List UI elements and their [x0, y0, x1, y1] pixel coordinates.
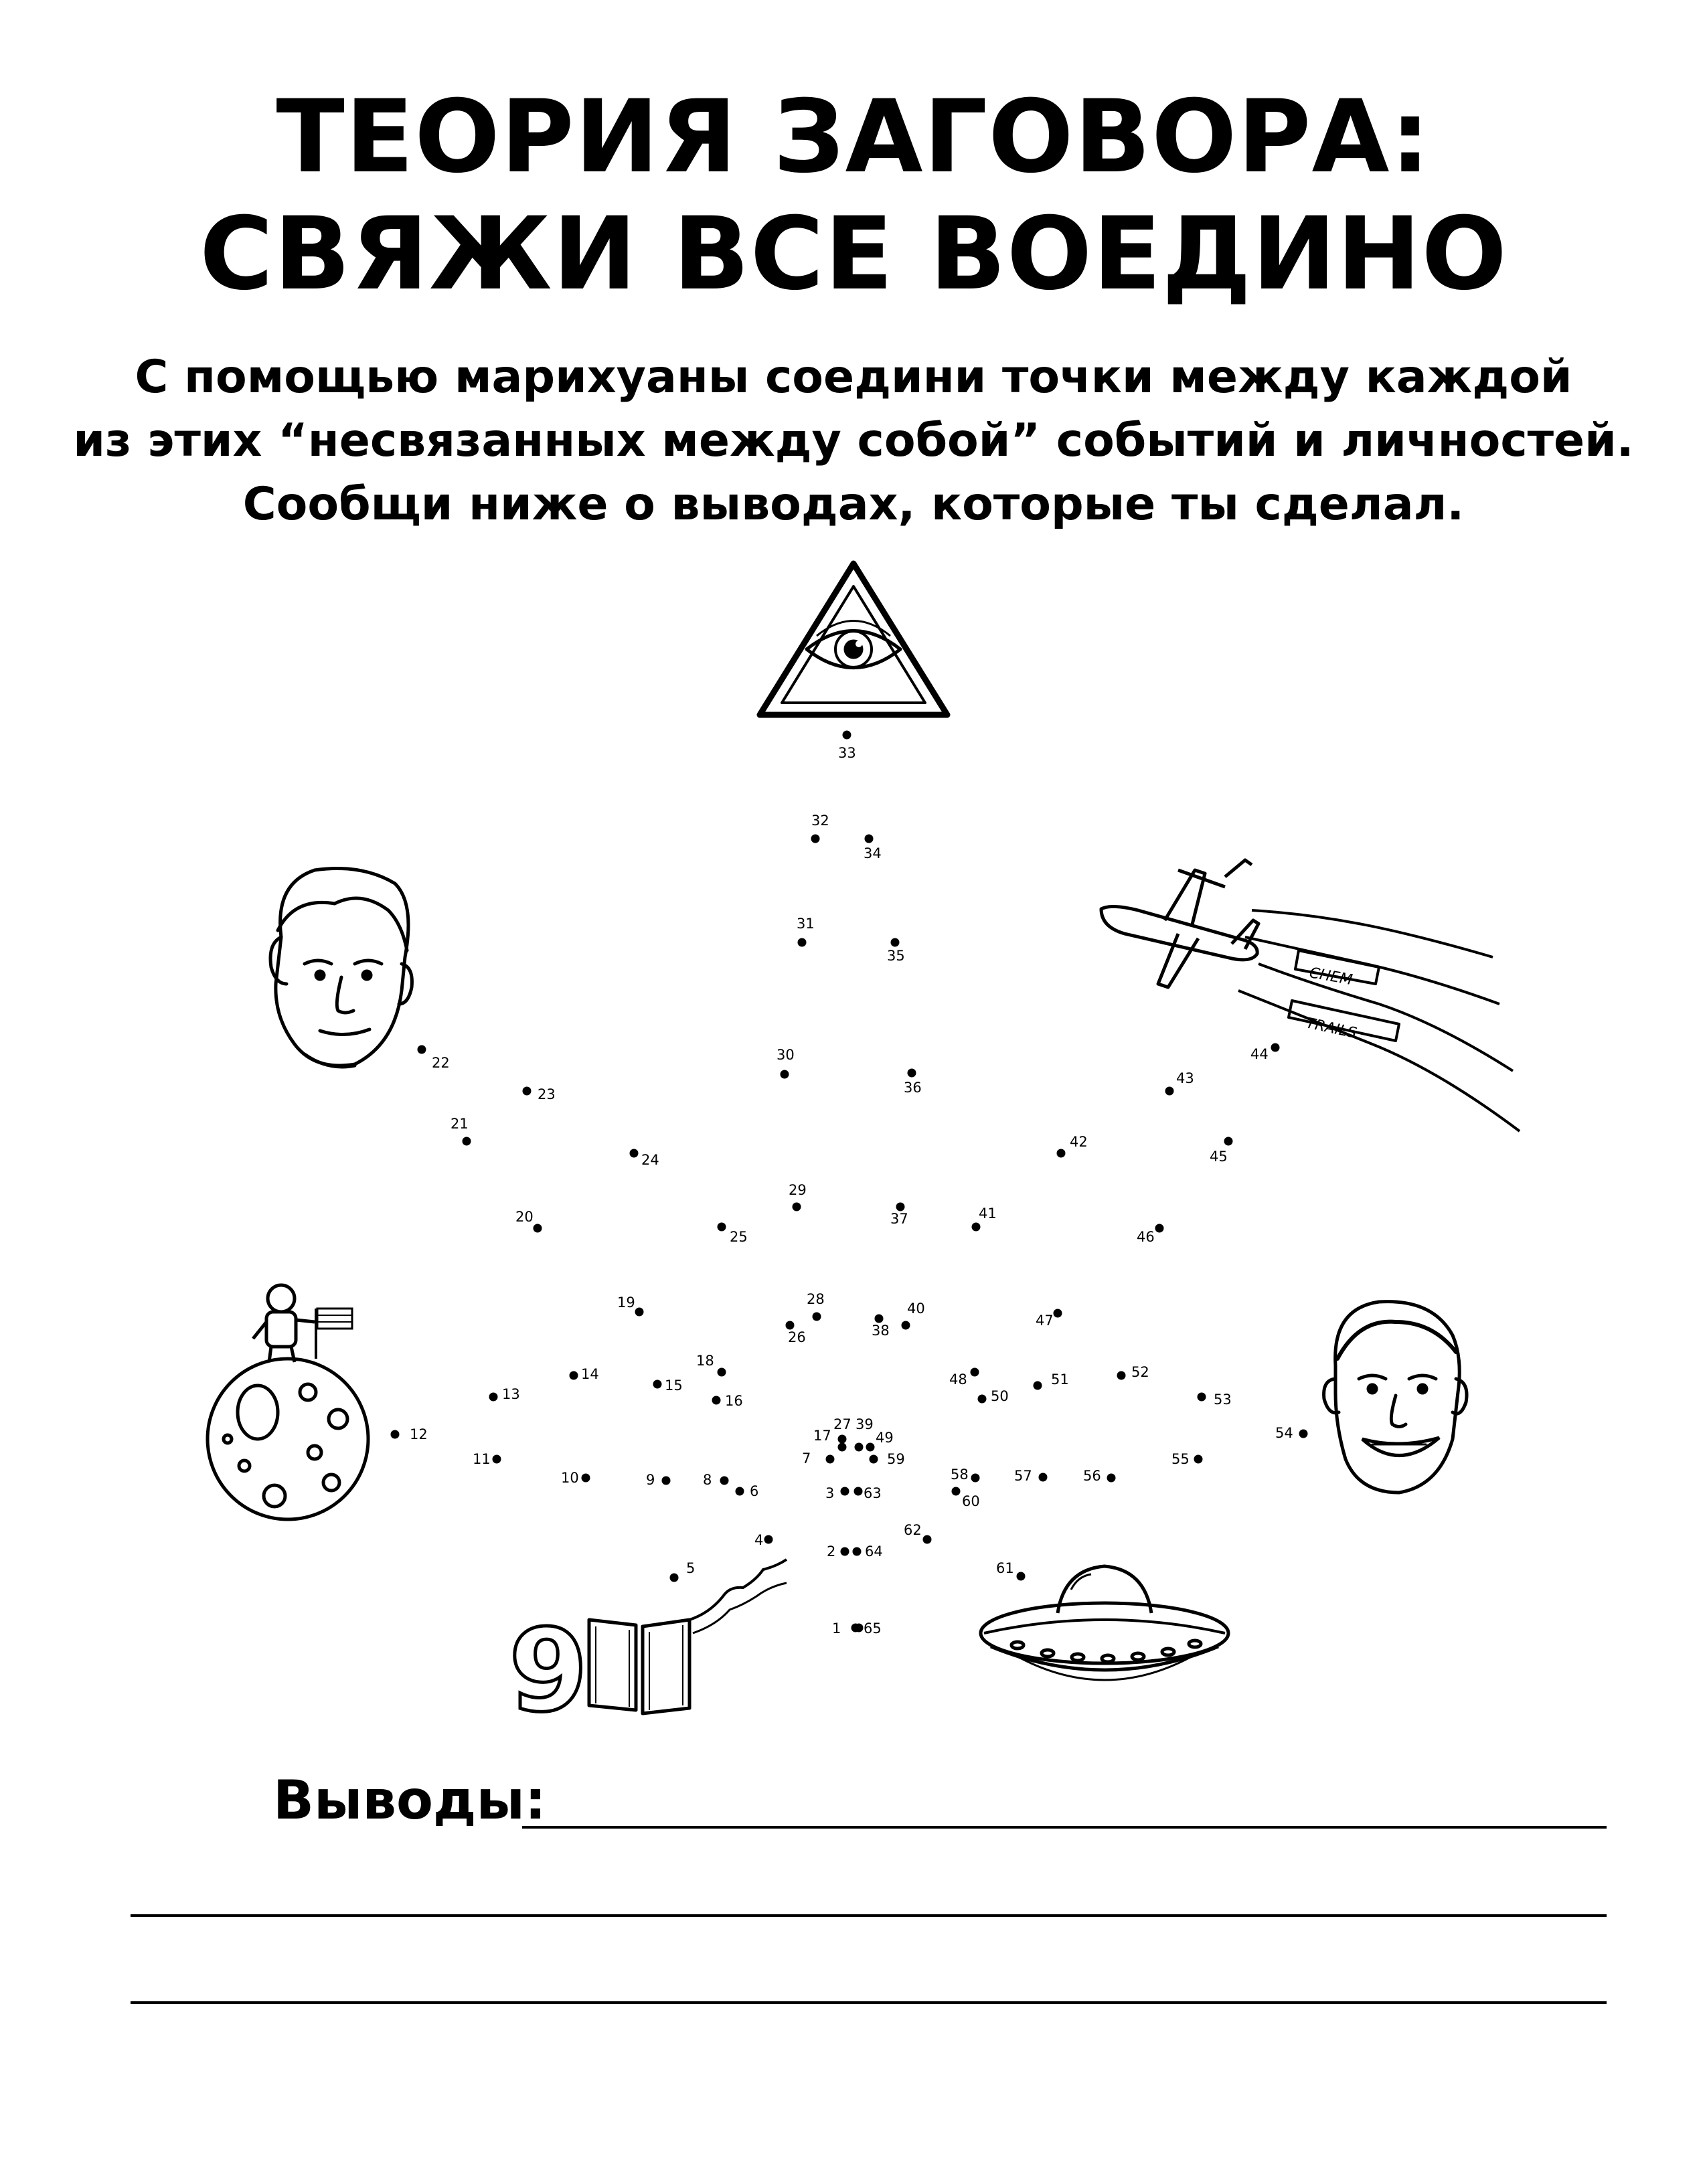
dot-14 [570, 1371, 578, 1380]
dot-41 [972, 1223, 981, 1232]
dot-label-12: 12 [410, 1426, 428, 1442]
dot-label-28: 28 [807, 1291, 825, 1307]
jfk-face-icon [270, 869, 412, 1067]
dot-label-8: 8 [703, 1472, 712, 1488]
dot-49 [866, 1443, 875, 1452]
dot-47 [1054, 1309, 1062, 1318]
dot-51 [1034, 1381, 1042, 1390]
dot-27 [838, 1435, 847, 1444]
dot-61 [1017, 1572, 1026, 1581]
dot-21 [463, 1137, 471, 1146]
dot-59 [870, 1455, 878, 1464]
dot-label-13: 13 [502, 1386, 520, 1402]
dot-label-60: 60 [962, 1493, 980, 1509]
dot-6 [736, 1487, 744, 1496]
dot-label-2: 2 [827, 1543, 836, 1560]
dot-23 [523, 1087, 532, 1096]
conclusions-line-2[interactable] [131, 1914, 1607, 1917]
dot-label-17: 17 [813, 1428, 831, 1444]
dot-20 [534, 1224, 542, 1233]
dot-62 [923, 1535, 932, 1544]
dot-24 [630, 1149, 639, 1158]
dot-label-11: 11 [473, 1451, 491, 1467]
dot-55 [1194, 1455, 1203, 1464]
dot-3 [841, 1487, 849, 1496]
conclusions-line-3[interactable] [131, 2001, 1607, 2004]
dot-label-31: 31 [797, 916, 815, 932]
dot-label-42: 42 [1070, 1134, 1088, 1150]
dot-37 [896, 1203, 905, 1211]
dot-label-35: 35 [887, 948, 905, 964]
dot-label-53: 53 [1214, 1392, 1232, 1408]
instructions-line-3: Сообщи ниже о выводах, которые ты сделал. [242, 478, 1465, 531]
ufo-icon [981, 1566, 1228, 1680]
dot-label-59: 59 [887, 1451, 905, 1467]
dot-25 [718, 1223, 726, 1232]
nine-eleven-towers-icon [589, 1560, 787, 1713]
dot-5 [670, 1574, 679, 1582]
dot-50 [978, 1395, 987, 1404]
dot-7 [826, 1455, 835, 1464]
dot-15 [653, 1380, 662, 1389]
dot-34 [865, 835, 874, 843]
dot-label-52: 52 [1131, 1364, 1149, 1380]
dot-4 [764, 1535, 773, 1544]
dot-label-39: 39 [856, 1416, 874, 1432]
dot-label-30: 30 [777, 1047, 795, 1063]
nine-eleven-digit: 9 [509, 1605, 588, 1738]
moon-landing-icon [208, 1285, 368, 1519]
chemtrails-plane-icon [1101, 860, 1520, 1131]
dot-label-40: 40 [907, 1300, 925, 1317]
dot-label-36: 36 [904, 1080, 922, 1096]
dot-label-44: 44 [1250, 1046, 1269, 1062]
dot-52 [1117, 1371, 1126, 1380]
dot-label-27: 27 [833, 1416, 851, 1432]
dot-65 [851, 1624, 860, 1632]
dot-33 [843, 731, 851, 740]
conclusions-label: Выводы: [273, 1769, 546, 1831]
dot-label-4: 4 [754, 1532, 764, 1548]
dot-label-47: 47 [1036, 1313, 1054, 1329]
dot-13 [489, 1393, 498, 1402]
dot-46 [1155, 1224, 1164, 1233]
instructions-line-2: из этих “несвязанных между собой” событий и личностей. [73, 414, 1634, 467]
page-title-line-2: СВЯЖИ ВСЕ ВОЕДИНО [199, 196, 1508, 313]
dot-label-34: 34 [864, 845, 882, 861]
dot-label-29: 29 [789, 1182, 807, 1198]
dot-8 [720, 1477, 729, 1485]
dot-label-7: 7 [802, 1450, 811, 1466]
dot-42 [1057, 1149, 1066, 1158]
dot-label-23: 23 [538, 1086, 556, 1102]
dot-label-56: 56 [1083, 1468, 1101, 1484]
obama-face-icon [1324, 1302, 1467, 1493]
dot-43 [1165, 1087, 1174, 1096]
dot-label-16: 16 [725, 1393, 743, 1409]
dot-label-46: 46 [1137, 1229, 1155, 1245]
dot-22 [418, 1045, 426, 1054]
dot-58 [971, 1474, 980, 1483]
trails-word: TRAILS [1304, 1015, 1358, 1042]
dot-57 [1039, 1473, 1048, 1482]
dot-label-33: 33 [838, 745, 856, 761]
dot-40 [902, 1321, 910, 1330]
dot-label-54: 54 [1275, 1425, 1293, 1441]
dot-54 [1299, 1430, 1308, 1438]
dot-45 [1224, 1137, 1233, 1146]
dot-30 [781, 1070, 789, 1079]
dot-12 [391, 1430, 400, 1439]
dot-label-6: 6 [750, 1483, 759, 1499]
dot-56 [1107, 1474, 1116, 1483]
instructions-line-1: С помощью марихуаны соедини точки между каждой [135, 351, 1572, 404]
dot-label-61: 61 [996, 1560, 1014, 1576]
dot-label-22: 22 [432, 1055, 450, 1071]
dot-26 [786, 1321, 795, 1330]
dot-label-20: 20 [515, 1209, 534, 1225]
dot-17 [838, 1443, 847, 1452]
dot-label-50: 50 [991, 1388, 1009, 1404]
dot-label-10: 10 [561, 1470, 579, 1486]
dot-label-65: 65 [864, 1620, 882, 1636]
dot-28 [813, 1313, 821, 1321]
dot-2 [841, 1547, 849, 1556]
dot-label-55: 55 [1171, 1451, 1190, 1467]
dot-39 [855, 1443, 864, 1452]
numbered-dots [391, 731, 1308, 1637]
conclusions-line-1[interactable] [522, 1826, 1607, 1829]
dot-label-48: 48 [949, 1371, 967, 1388]
page-title-line-1: ТЕОРИЯ ЗАГОВОРА: [276, 79, 1431, 195]
dot-35 [891, 938, 900, 947]
dot-60 [952, 1487, 961, 1496]
dot-16 [712, 1396, 721, 1405]
dot-53 [1198, 1393, 1206, 1402]
dot-label-63: 63 [864, 1485, 882, 1501]
dot-44 [1271, 1043, 1280, 1052]
dot-label-58: 58 [951, 1466, 969, 1483]
dot-label-21: 21 [451, 1116, 469, 1132]
dot-label-64: 64 [865, 1543, 883, 1560]
dot-label-1: 1 [832, 1620, 841, 1636]
dot-label-15: 15 [665, 1377, 683, 1394]
dot-38 [875, 1315, 884, 1323]
chem-word: CHEM [1307, 964, 1354, 989]
dot-label-25: 25 [730, 1229, 748, 1245]
dot-label-51: 51 [1051, 1371, 1069, 1388]
dot-29 [793, 1203, 801, 1211]
dot-19 [635, 1308, 644, 1317]
dot-label-37: 37 [890, 1211, 908, 1227]
dot-label-57: 57 [1014, 1468, 1032, 1484]
dot-18 [718, 1368, 726, 1377]
dot-label-26: 26 [788, 1329, 806, 1345]
dot-label-49: 49 [876, 1430, 894, 1446]
dot-11 [493, 1455, 501, 1464]
dot-label-18: 18 [696, 1353, 714, 1369]
dot-label-19: 19 [617, 1294, 635, 1311]
dot-36 [908, 1069, 916, 1078]
dot-9 [662, 1477, 671, 1485]
dot-label-38: 38 [872, 1323, 890, 1339]
dot-label-45: 45 [1210, 1149, 1228, 1165]
dot-32 [811, 835, 820, 843]
dot-label-32: 32 [811, 813, 829, 829]
dot-label-41: 41 [979, 1205, 997, 1222]
dot-label-3: 3 [825, 1485, 835, 1501]
dot-label-14: 14 [581, 1366, 599, 1382]
dot-label-62: 62 [904, 1522, 922, 1538]
dot-label-24: 24 [641, 1152, 659, 1168]
dot-48 [971, 1368, 979, 1377]
all-seeing-eye-icon [760, 564, 947, 715]
dot-64 [853, 1547, 862, 1556]
dot-label-43: 43 [1176, 1070, 1194, 1086]
dot-63 [854, 1487, 863, 1496]
dot-label-5: 5 [686, 1560, 696, 1576]
dot-10 [582, 1474, 590, 1483]
dot-label-9: 9 [646, 1472, 655, 1488]
dot-31 [798, 938, 807, 947]
